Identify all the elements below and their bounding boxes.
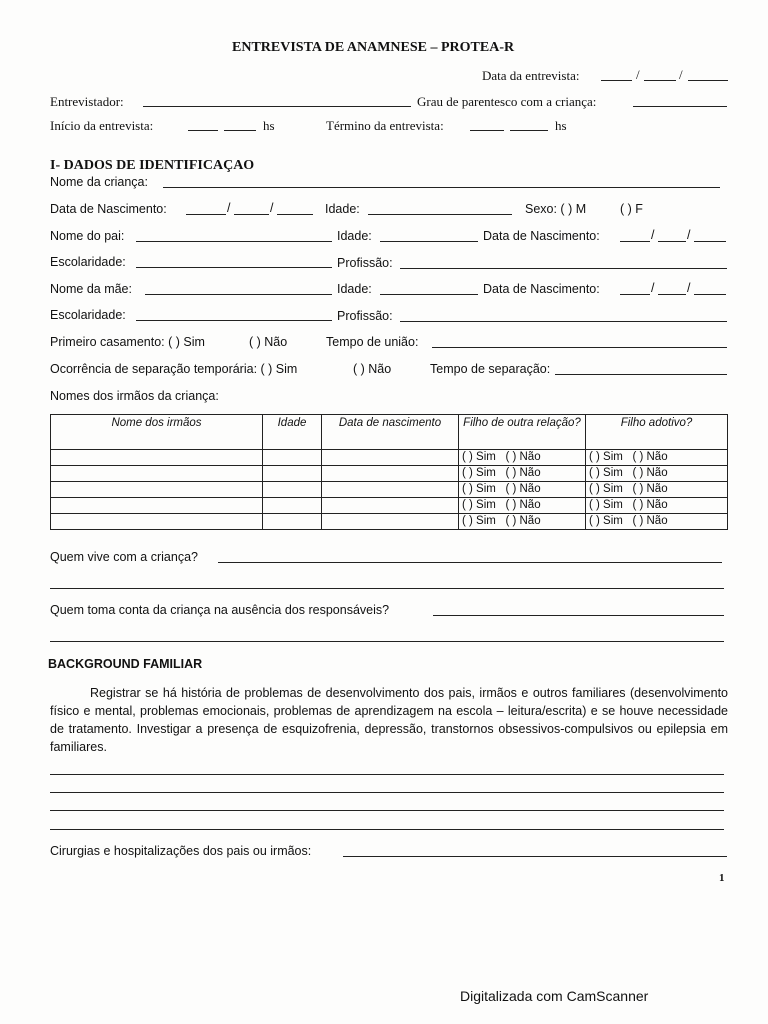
background-notes-line-1[interactable]	[50, 774, 724, 775]
child-age-field[interactable]	[368, 214, 512, 215]
age-label: Idade:	[325, 202, 360, 216]
father-birth-day-field[interactable]	[620, 241, 650, 242]
date-slash: /	[227, 201, 231, 215]
sibling-age-cell[interactable]	[263, 450, 322, 466]
sibling-name-cell[interactable]	[51, 498, 263, 514]
other-relationship-cell	[459, 482, 586, 498]
other-relationship-no-option[interactable]: ( ) Não	[505, 515, 541, 527]
lives-with-field[interactable]	[218, 562, 722, 563]
sibling-row	[51, 450, 728, 466]
father-name-field[interactable]	[136, 241, 332, 242]
hours-unit: hs	[263, 118, 275, 133]
start-hour-field[interactable]	[188, 130, 218, 131]
other-relationship-yes-option[interactable]: ( ) Sim	[462, 467, 496, 479]
mother-age-label: Idade:	[337, 282, 372, 296]
father-profession-field[interactable]	[400, 268, 727, 269]
background-instructions: Registrar se há história de problemas de desenvolvimento dos pais, irmãos e outros familiares (desenvolvimento físico e mental, problemas emocionais, problemas de aprendizagem na escola – leitura/escrita) e se houve necessidade de tratamento. Investigar a presença de esquizofrenia, depressão, transtornos obsessivos-compulsivos ou epilepsia em familiares.	[50, 686, 728, 754]
caretaker-field[interactable]	[433, 615, 724, 616]
date-slash: /	[651, 228, 655, 242]
sibling-age-cell[interactable]	[263, 498, 322, 514]
first-marriage-yes[interactable]: Primeiro casamento: ( ) Sim	[50, 335, 205, 349]
end-label: Término da entrevista:	[326, 118, 444, 133]
date-slash: /	[679, 67, 683, 82]
separation-time-label: Tempo de separação:	[430, 362, 551, 376]
sibling-age-cell[interactable]	[263, 482, 322, 498]
col-adopted: Filho adotivo?	[586, 415, 728, 450]
other-relationship-cell	[459, 466, 586, 482]
mother-education-field[interactable]	[136, 320, 332, 321]
date-slash: /	[270, 201, 274, 215]
first-marriage-no[interactable]: ( ) Não	[249, 335, 288, 349]
start-label: Início da entrevista:	[50, 118, 154, 133]
interviewer-label: Entrevistador:	[50, 94, 124, 109]
date-slash: /	[651, 281, 655, 295]
mother-birth-day-field[interactable]	[620, 294, 650, 295]
camscanner-footer: Digitalizada com CamScanner	[460, 988, 649, 1004]
adopted-cell	[586, 498, 728, 514]
lives-with-field-line-2[interactable]	[50, 588, 724, 589]
sibling-row	[51, 482, 728, 498]
end-hour-field[interactable]	[470, 130, 504, 131]
other-relationship-yes-option[interactable]: ( ) Sim	[462, 499, 496, 511]
mother-name-label: Nome da mãe:	[50, 282, 132, 296]
father-birth-month-field[interactable]	[658, 241, 686, 242]
sibling-row	[51, 514, 728, 530]
other-relationship-no-option[interactable]: ( ) Não	[505, 451, 541, 463]
siblings-label: Nomes dos irmãos da criança:	[50, 389, 219, 403]
mother-birth-month-field[interactable]	[658, 294, 686, 295]
other-relationship-cell	[459, 514, 586, 530]
caretaker-label: Quem toma conta da criança na ausência dos responsáveis?	[50, 603, 390, 617]
adopted-no-option[interactable]: ( ) Não	[632, 467, 668, 479]
sibling-birth-date-cell[interactable]	[322, 498, 459, 514]
sibling-row	[51, 498, 728, 514]
background-notes-line-4[interactable]	[50, 829, 724, 830]
other-relationship-yes-option[interactable]: ( ) Sim	[462, 451, 496, 463]
father-birth-date-label: Data de Nascimento:	[483, 229, 600, 243]
sibling-name-cell[interactable]	[51, 450, 263, 466]
father-profession-label: Profissão:	[337, 256, 393, 270]
other-relationship-no-option[interactable]: ( ) Não	[505, 467, 541, 479]
background-title: BACKGROUND FAMILIAR	[48, 657, 203, 671]
date-slash: /	[687, 281, 691, 295]
separation-time-field[interactable]	[555, 374, 727, 375]
mother-birth-date-label: Data de Nascimento:	[483, 282, 600, 296]
other-relationship-cell	[459, 450, 586, 466]
adopted-yes-option[interactable]: ( ) Sim	[589, 515, 623, 527]
siblings-rows	[51, 450, 728, 530]
section-1-title: I- DADOS DE IDENTIFICAÇAO	[50, 158, 255, 173]
birth-date-label: Data de Nascimento:	[50, 202, 167, 216]
adopted-no-option[interactable]: ( ) Não	[632, 483, 668, 495]
father-birth-year-field[interactable]	[694, 241, 726, 242]
union-time-label: Tempo de união:	[326, 335, 419, 349]
col-age: Idade	[263, 415, 322, 450]
other-relationship-no-option[interactable]: ( ) Não	[505, 499, 541, 511]
date-slash: /	[687, 228, 691, 242]
sibling-birth-date-cell[interactable]	[322, 466, 459, 482]
mother-birth-year-field[interactable]	[694, 294, 726, 295]
lives-with-label: Quem vive com a criança?	[50, 550, 198, 564]
father-education-field[interactable]	[136, 267, 332, 268]
father-name-label: Nome do pai:	[50, 229, 125, 243]
adopted-yes-option[interactable]: ( ) Sim	[589, 499, 623, 511]
interviewer-field[interactable]	[143, 106, 411, 107]
mother-profession-field[interactable]	[400, 321, 727, 322]
father-age-field[interactable]	[380, 241, 478, 242]
father-education-label: Escolaridade:	[50, 255, 126, 269]
adopted-cell	[586, 450, 728, 466]
mother-age-field[interactable]	[380, 294, 478, 295]
col-sibling-name: Nome dos irmãos	[51, 415, 263, 450]
background-notes-line-3[interactable]	[50, 810, 724, 811]
adopted-cell	[586, 514, 728, 530]
kinship-field[interactable]	[633, 106, 727, 107]
caretaker-field-line-2[interactable]	[50, 641, 724, 642]
interview-day-field[interactable]	[601, 80, 632, 81]
sibling-birth-date-cell[interactable]	[322, 482, 459, 498]
adopted-no-option[interactable]: ( ) Não	[632, 499, 668, 511]
sibling-age-cell[interactable]	[263, 466, 322, 482]
adopted-yes-option[interactable]: ( ) Sim	[589, 483, 623, 495]
mother-education-label: Escolaridade:	[50, 308, 126, 322]
form-title: ENTREVISTA DE ANAMNESE – PROTEA-R	[232, 40, 515, 55]
adopted-yes-option[interactable]: ( ) Sim	[589, 467, 623, 479]
birth-month-field[interactable]	[234, 214, 269, 215]
adopted-cell	[586, 466, 728, 482]
other-relationship-no-option[interactable]: ( ) Não	[505, 483, 541, 495]
surgeries-field[interactable]	[343, 856, 727, 857]
interview-month-field[interactable]	[644, 80, 676, 81]
adopted-no-option[interactable]: ( ) Não	[632, 451, 668, 463]
hours-unit: hs	[555, 118, 567, 133]
other-relationship-yes-option[interactable]: ( ) Sim	[462, 515, 496, 527]
child-name-label: Nome da criança:	[50, 175, 148, 189]
other-relationship-cell	[459, 498, 586, 514]
sibling-birth-date-cell[interactable]	[322, 450, 459, 466]
surgeries-label: Cirurgias e hospitalizações dos pais ou irmãos:	[50, 844, 312, 858]
separation-yes[interactable]: Ocorrência de separação temporária: ( ) Sim	[50, 362, 298, 376]
col-other-relationship: Filho de outra relação?	[459, 415, 586, 450]
siblings-table	[50, 414, 728, 530]
mother-name-field[interactable]	[145, 294, 332, 295]
sibling-birth-date-cell[interactable]	[322, 514, 459, 530]
page-number: 1	[719, 872, 725, 884]
union-time-field[interactable]	[432, 347, 727, 348]
sex-f-option[interactable]: ( ) F	[620, 202, 643, 216]
child-name-field[interactable]	[163, 187, 720, 188]
col-birth-date: Data de nascimento	[322, 415, 459, 450]
sibling-name-cell[interactable]	[51, 482, 263, 498]
birth-year-field[interactable]	[277, 214, 313, 215]
separation-no[interactable]: ( ) Não	[353, 362, 392, 376]
sibling-row	[51, 466, 728, 482]
date-slash: /	[636, 67, 640, 82]
mother-profession-label: Profissão:	[337, 309, 393, 323]
adopted-cell	[586, 482, 728, 498]
background-notes-line-2[interactable]	[50, 792, 724, 793]
kinship-label: Grau de parentesco com a criança:	[417, 94, 597, 109]
sibling-age-cell[interactable]	[263, 514, 322, 530]
birth-day-field[interactable]	[186, 214, 226, 215]
sex-label[interactable]: Sexo: ( ) M	[525, 202, 587, 216]
adopted-yes-option[interactable]: ( ) Sim	[589, 451, 623, 463]
start-minute-field[interactable]	[224, 130, 256, 131]
adopted-no-option[interactable]: ( ) Não	[632, 515, 668, 527]
sibling-name-cell[interactable]	[51, 466, 263, 482]
interview-date-label: Data da entrevista:	[482, 68, 580, 83]
sibling-name-cell[interactable]	[51, 514, 263, 530]
other-relationship-yes-option[interactable]: ( ) Sim	[462, 483, 496, 495]
interview-year-field[interactable]	[688, 80, 728, 81]
father-age-label: Idade:	[337, 229, 372, 243]
end-minute-field[interactable]	[510, 130, 548, 131]
